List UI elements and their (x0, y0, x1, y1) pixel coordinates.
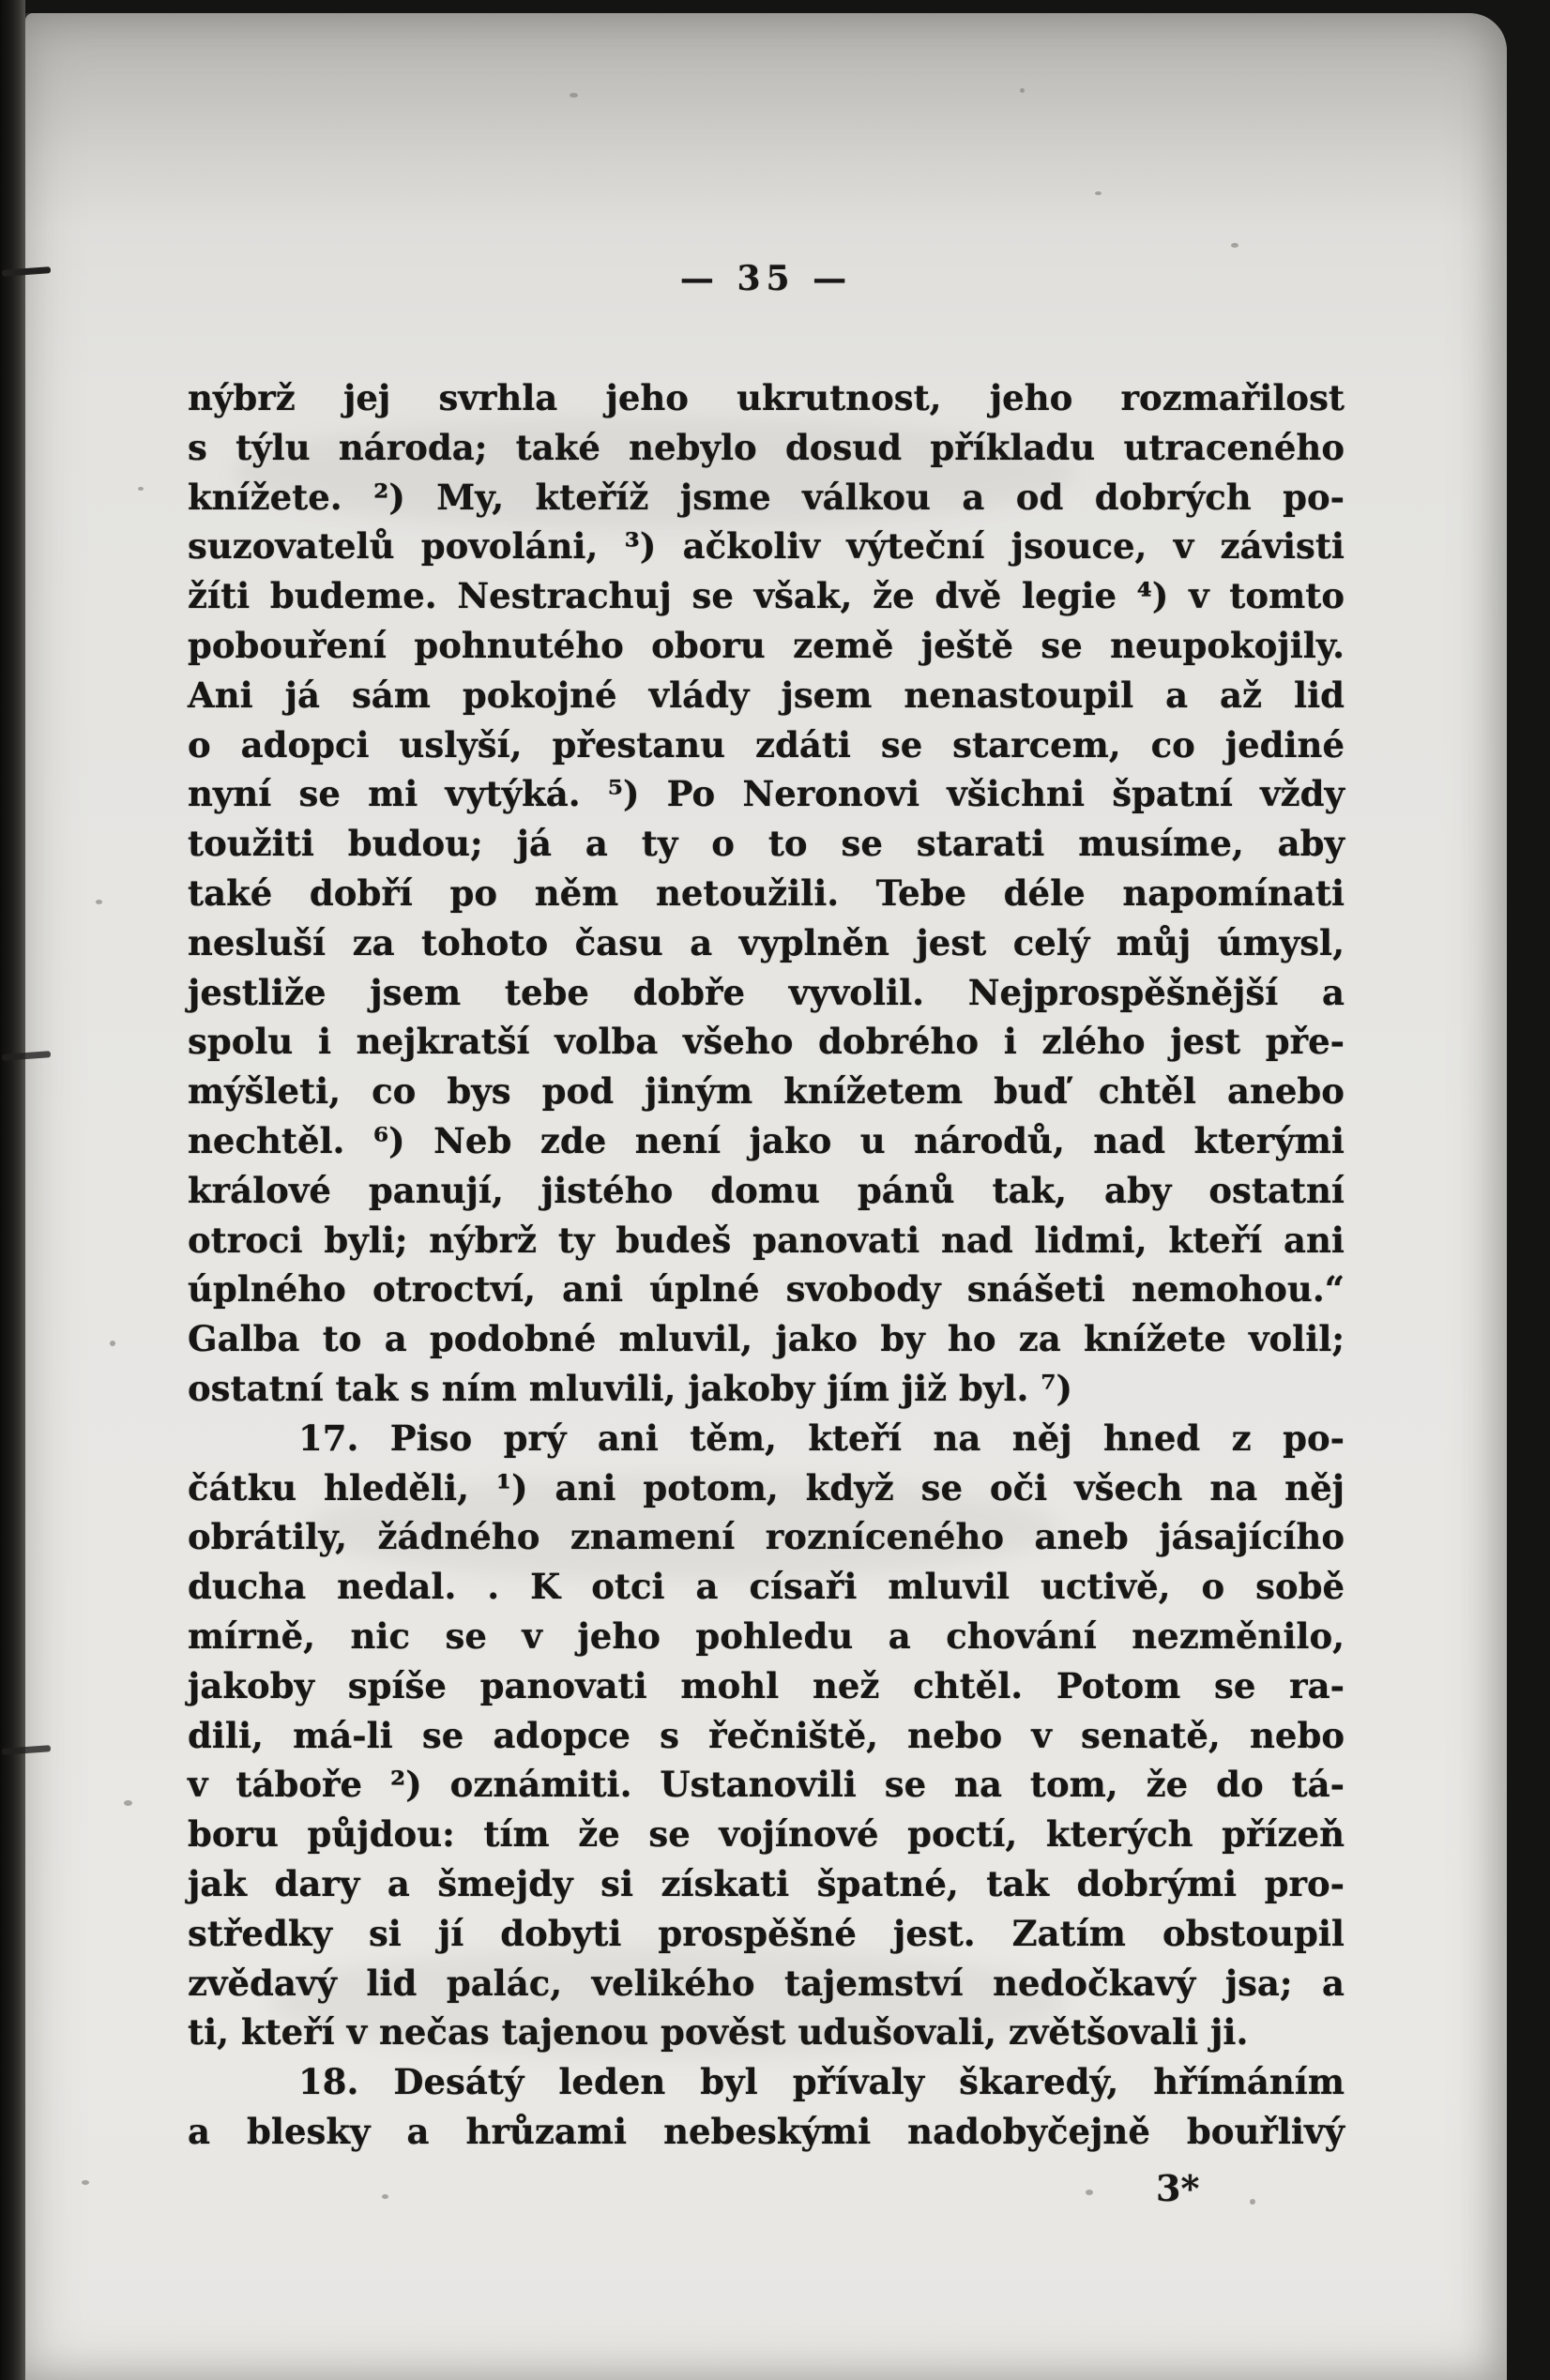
text-line: žíti budeme. Nestrachuj se však, že dvě legie ⁴) v tomto (188, 575, 1345, 617)
page-number: — 35 — (679, 259, 853, 298)
text-line: ti, kteří v nečas tajenou pověst udušovali, zvětšovali ji. (188, 2011, 1249, 2054)
scan-speck (138, 487, 144, 491)
text-line: obrátily, žádného znamení rozníceného aneb jásajícího (188, 1516, 1345, 1558)
text-line: čátku hleděli, ¹) ani potom, když se oči všech na něj (188, 1466, 1345, 1508)
scan-speck (82, 2180, 89, 2185)
text-line: nýbrž jej svrhla jeho ukrutnost, jeho rozmařilost (188, 377, 1345, 418)
text-line: o adopci uslyší, přestanu zdáti se starcem, co jediné (188, 723, 1345, 766)
text-line: nechtěl. ⁶) Neb zde není jako u národů, nad kterými (188, 1119, 1345, 1161)
text-line: v táboře ²) oznámiti. Ustanovili se na tom, že do tá- (188, 1764, 1345, 1806)
text-line: dili, má-li se adopce s řečniště, nebo v senatě, nebo (188, 1714, 1345, 1756)
text-line: toužiti budou; já a ty o to se starati musíme, aby (188, 823, 1345, 865)
scan-speck (1095, 191, 1102, 195)
signature-mark: 3* (1156, 2167, 1200, 2209)
text-line: knížete. ²) My, kteříž jsme válkou a od dobrých po- (188, 476, 1345, 518)
text-line: pobouření pohnutého oboru země ještě se neupokojily. (188, 624, 1345, 666)
text-line: úplného otroctví, ani úplné svobody snášeti nemohou.“ (188, 1268, 1345, 1311)
text-line: otroci byli; nýbrž ty budeš panovati nad lidmi, kteří ani (188, 1219, 1345, 1261)
text-line: králové panují, jistého domu pánů tak, aby ostatní (188, 1169, 1345, 1211)
text-line: ducha nedal. . K otci a císaři mluvil uctivě, o sobě (188, 1566, 1345, 1608)
scan-speck (110, 1341, 115, 1346)
scan-vignette (25, 13, 1507, 229)
text-line: zvědavý lid palác, velikého tajemství nedočkavý jsa; a (188, 1962, 1345, 2004)
scan-speck (1086, 2190, 1093, 2195)
text-line: spolu i nejkratší volba všeho dobrého i zlého jest pře- (188, 1021, 1345, 1063)
scan-speck (1020, 88, 1025, 93)
scan-speck (96, 900, 102, 904)
text-line: 18. Desátý leden byl přívaly škaredý, hřímáním (298, 2061, 1345, 2103)
text-line: jakoby spíše panovati mohl než chtěl. Potom se ra- (188, 1664, 1345, 1706)
text-line: suzovatelů povoláni, ³) ačkoliv výteční jsouce, v závisti (188, 525, 1345, 568)
text-line: také dobří po něm netoužili. Tebe déle napomínati (188, 872, 1345, 914)
scan-speck (124, 1800, 132, 1806)
scan-speck (570, 93, 578, 98)
text-line: 17. Piso prý ani těm, kteří na něj hned z po- (298, 1417, 1345, 1459)
text-block (188, 373, 1345, 2157)
scan-speck (1231, 243, 1238, 248)
text-line: ostatní tak s ním mluvili, jakoby jím již byl. ⁷) (188, 1367, 1072, 1409)
scan-speck (382, 2194, 388, 2199)
paper-page (25, 13, 1507, 2380)
text-line: Ani já sám pokojné vlády jsem nenastoupil a až lid (188, 674, 1345, 716)
text-line: Galba to a podobné mluvil, jako by ho za knížete volil; (188, 1318, 1345, 1360)
text-line: jak dary a šmejdy si získati špatné, tak dobrými pro- (188, 1862, 1345, 1904)
text-line: mýšleti, co bys pod jiným knížetem buď chtěl anebo (188, 1070, 1345, 1113)
scan-speck (1250, 2199, 1255, 2205)
text-line: s týlu národa; také nebylo dosud příkladu utraceného (188, 426, 1345, 468)
book-spine-shadow (0, 0, 25, 2380)
text-line: a blesky a hrůzami nebeskými nadobyčejně bouřlivý (188, 2110, 1345, 2152)
text-line: boru půjdou: tím že se vojínové poctí, kterých přízeň (188, 1813, 1345, 1856)
text-line: středky si jí dobyti prospěšné jest. Zatím obstoupil (188, 1912, 1345, 1954)
text-line: nyní se mi vytýká. ⁵) Po Neronovi všichni špatní vždy (188, 773, 1345, 815)
text-line: jestliže jsem tebe dobře vyvolil. Nejprospěšnější a (188, 971, 1345, 1013)
text-line: nesluší za tohoto času a vyplněn jest celý můj úmysl, (188, 921, 1345, 963)
text-line: mírně, nic se v jeho pohledu a chování nezměnilo, (188, 1614, 1345, 1657)
